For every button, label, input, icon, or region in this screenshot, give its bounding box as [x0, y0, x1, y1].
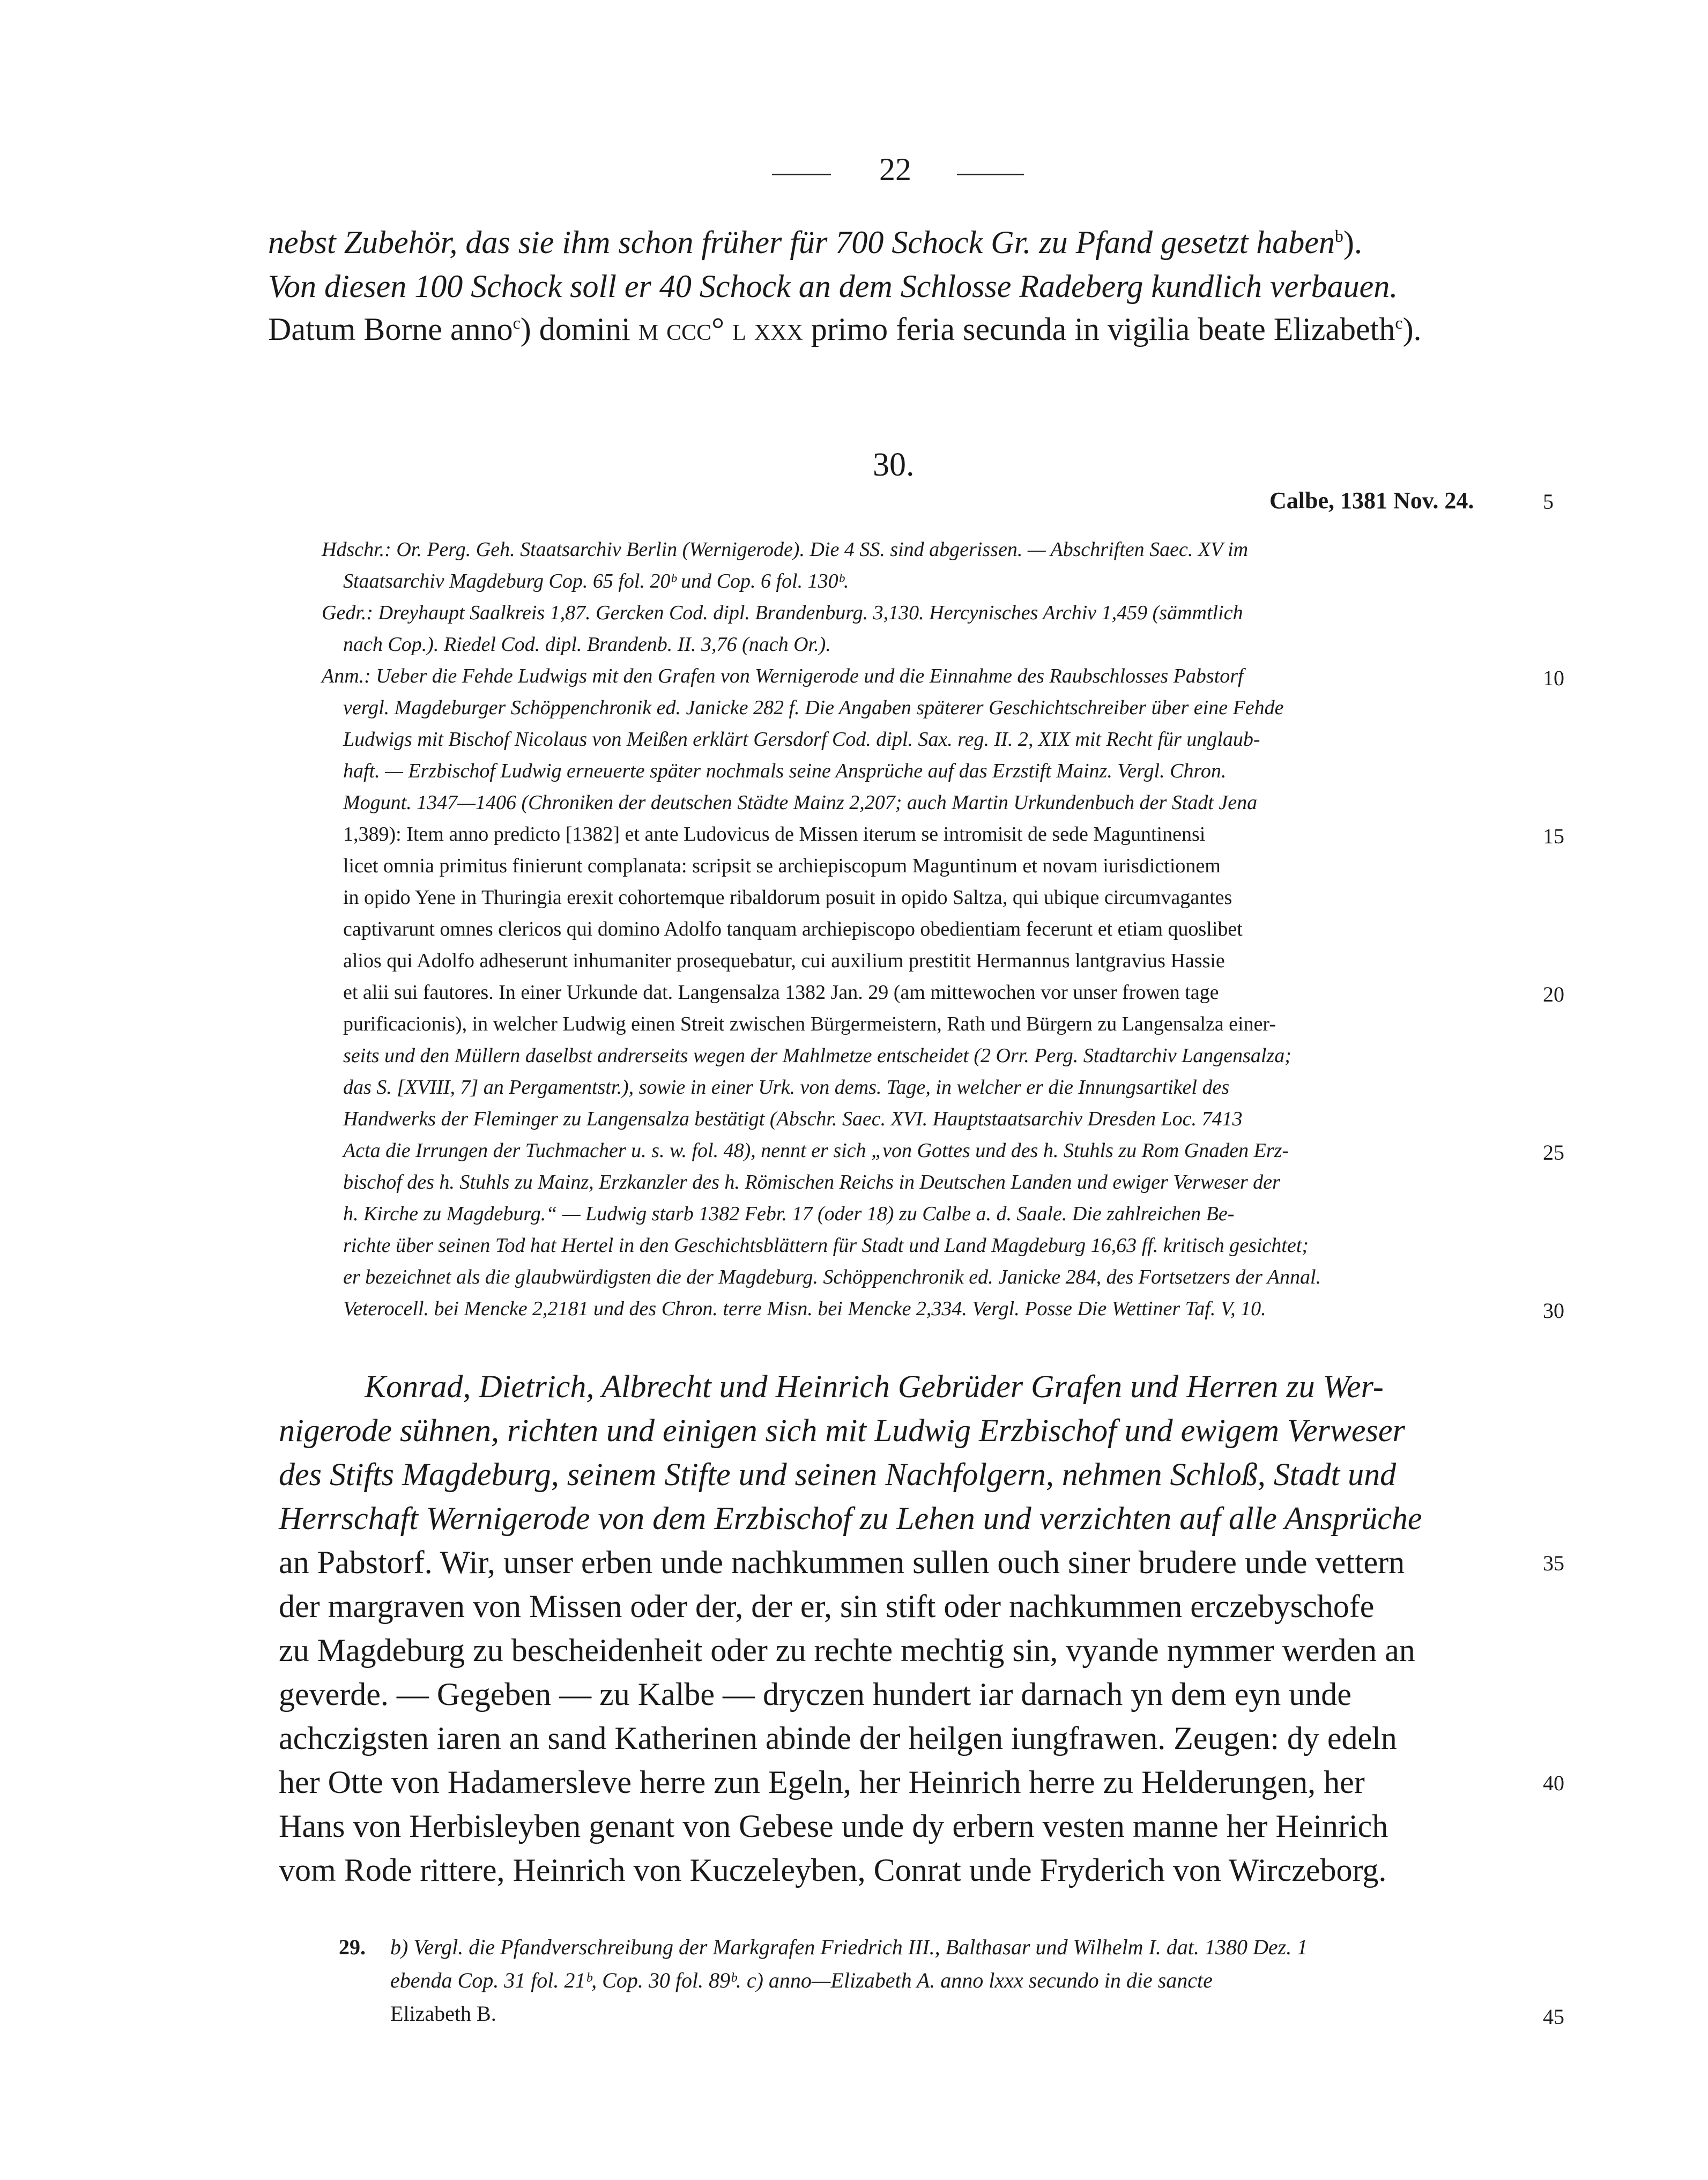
- apparatus-line-24: er bezeichnet als die glaubwürdigsten die der Magdeburg. Schöppenchronik ed. Janicke 284, des Fortsetzers der Annal.: [343, 1266, 1321, 1288]
- line-number-5: 5: [1543, 490, 1554, 514]
- line-number-25: 25: [1543, 1140, 1564, 1165]
- dating-formula-d: ).: [1402, 312, 1422, 347]
- apparatus-line-4: nach Cop.). Riedel Cod. dipl. Brandenb. II. 3,76 (nach Or.).: [343, 633, 831, 656]
- dating-formula-b: ) domini: [520, 312, 638, 347]
- apparatus-line-11: licet omnia primitus finierunt complanata: scripsit se archiepiscopum Maguntinum et novam iurisdictionem: [343, 855, 1221, 877]
- line-number-20: 20: [1543, 982, 1564, 1006]
- body-line-7: zu Magdeburg zu bescheidenheit oder zu rechte mechtig sin, vyande nymmer werden an: [279, 1633, 1415, 1668]
- body-line-1: Konrad, Dietrich, Albrecht und Heinrich Gebrüder Grafen und Herren zu Wer-: [365, 1369, 1384, 1404]
- line-number-35: 35: [1543, 1551, 1564, 1575]
- footnote-marker-c2: c: [1395, 313, 1403, 332]
- place-date: Calbe, 1381 Nov. 24.: [1269, 487, 1474, 514]
- body-line-4: Herrschaft Wernigerode von dem Erzbischof zu Lehen und verzichten auf alle Ansprüche: [279, 1501, 1422, 1536]
- apparatus-line-9: Mogunt. 1347—1406 (Chroniken der deutschen Städte Mainz 2,207; auch Martin Urkundenbuch der Stadt Jena: [343, 791, 1258, 814]
- apparatus-line-16: purificacionis), in welcher Ludwig einen Streit zwischen Bürgermeistern, Rath und Bürgern zu Langensalza einer-: [343, 1013, 1276, 1035]
- footnote-marker-c1: c: [513, 313, 521, 332]
- apparatus-line-10: 1,389): Item anno predicto [1382] et ante Ludovicus de Missen iterum se intromisit de sede Maguntinensi: [343, 823, 1206, 846]
- body-line-9: achczigsten iaren an sand Katherinen abinde der heilgen iungfrawen. Zeugen: dy edeln: [279, 1721, 1397, 1756]
- apparatus-line-18: das S. [XVIII, 7] an Pergamentstr.), sowie in einer Urk. von dems. Tage, in welcher er die Innungsartikel des: [343, 1076, 1230, 1099]
- apparatus-line-20: Acta die Irrungen der Tuchmacher u. s. w. fol. 48), nennt er sich „von Gottes und des h. Stuhls zu Rom Gnaden Erz-: [343, 1139, 1289, 1162]
- continued-line-2: Von diesen 100 Schock soll er 40 Schock an dem Schlosse Radeberg kundlich verbauen.: [268, 269, 1398, 304]
- body-line-3: des Stifts Magdeburg, seinem Stifte und seinen Nachfolgern, nehmen Schloß, Stadt und: [279, 1457, 1397, 1492]
- apparatus-line-14: alios qui Adolfo adheserunt inhumaniter prosequebatur, cui auxilium prestitit Hermannus lantgravius Hassie: [343, 950, 1225, 972]
- apparatus-line-25: Veterocell. bei Mencke 2,2181 und des Chron. terre Misn. bei Mencke 2,334. Vergl. Posse Die Wettiner Taf. V, 10.: [343, 1297, 1266, 1320]
- body-line-2: nigerode sühnen, richten und einigen sich mit Ludwig Erzbischof und ewigem Verweser: [279, 1413, 1405, 1448]
- apparatus-line-12: in opido Yene in Thuringia erexit cohortemque ribaldorum posuit in opido Saltza, qui ubique circumvagantes: [343, 886, 1232, 909]
- body-line-8: geverde. — Gegeben — zu Kalbe — dryczen hundert iar darnach yn dem eyn unde: [279, 1677, 1351, 1712]
- continued-line-1-end: ).: [1343, 225, 1362, 260]
- line-number-45: 45: [1543, 2005, 1564, 2029]
- footnote-line-3: Elizabeth B.: [390, 2001, 496, 2026]
- apparatus-line-17: seits und den Müllern daselbst andrerseits wegen der Mahlmetze entscheidet (2 Orr. Perg. Stadtarchiv Langensalza;: [343, 1044, 1291, 1067]
- document-number: 30.: [873, 447, 915, 483]
- line-number-10: 10: [1543, 666, 1564, 690]
- roman-date: m ccc° l xxx: [638, 312, 803, 347]
- footnote-ref: 29.: [339, 1935, 366, 1959]
- body-line-10: her Otte von Hadamersleve herre zun Egeln, her Heinrich herre zu Helderungen, her: [279, 1764, 1365, 1800]
- line-number-15: 15: [1543, 824, 1564, 848]
- apparatus-line-8: haft. — Erzbischof Ludwig erneuerte später nochmals seine Ansprüche auf das Erzstift Mainz. Vergl. Chron.: [343, 760, 1227, 782]
- header-rule-right: [957, 174, 1024, 175]
- footnote-line-1: b) Vergl. die Pfandverschreibung der Markgrafen Friedrich III., Balthasar und Wilhelm I. dat. 1380 Dez. 1: [390, 1935, 1308, 1959]
- apparatus-line-5: Anm.: Ueber die Fehde Ludwigs mit den Grafen von Wernigerode und die Einnahme des Raubschlosses Pabstorf: [322, 665, 1244, 687]
- apparatus-line-13: captivarunt omnes clericos qui domino Adolfo tanquam archiepiscopo obedientiam fecerunt et etiam quoslibet: [343, 918, 1243, 940]
- apparatus-line-15: et alii sui fautores. In einer Urkunde dat. Langensalza 1382 Jan. 29 (am mittewochen vor unser frowen tage: [343, 981, 1219, 1004]
- footnote-line-2: ebenda Cop. 31 fol. 21ᵇ, Cop. 30 fol. 89ᵇ. c) anno—Elizabeth A. anno lxxx secundo in die sancte: [390, 1968, 1213, 1992]
- dating-formula-a: Datum Borne anno: [268, 312, 513, 347]
- line-number-30: 30: [1543, 1299, 1564, 1323]
- apparatus-line-19: Handwerks der Fleminger zu Langensalza bestätigt (Abschr. Saec. XVI. Hauptstaatsarchiv Dresden Loc. 7413: [343, 1108, 1243, 1130]
- continued-line-1-text: nebst Zubehör, das sie ihm schon früher für 700 Schock Gr. zu Pfand gesetzt haben: [268, 225, 1335, 260]
- footnote-marker-b: b: [1334, 226, 1343, 246]
- dating-formula-c: primo feria secunda in vigilia beate Elizabeth: [803, 312, 1395, 347]
- apparatus-line-21: bischof des h. Stuhls zu Mainz, Erzkanzler des h. Römischen Reichs in Deutschen Landen und ewiger Verweser der: [343, 1171, 1280, 1193]
- apparatus-line-2: Staatsarchiv Magdeburg Cop. 65 fol. 20ᵇ und Cop. 6 fol. 130ᵇ.: [343, 570, 849, 592]
- apparatus-line-22: h. Kirche zu Magdeburg.“ — Ludwig starb 1382 Febr. 17 (oder 18) zu Calbe a. d. Saale. Die zahlreichen Be-: [343, 1203, 1235, 1225]
- body-line-11: Hans von Herbisleyben genant von Gebese unde dy erbern vesten manne her Heinrich: [279, 1808, 1388, 1844]
- body-line-12: vom Rode rittere, Heinrich von Kuczeleyben, Conrat unde Fryderich von Wirczeborg.: [279, 1852, 1387, 1888]
- page-number: 22: [879, 152, 911, 187]
- line-number-40: 40: [1543, 1771, 1564, 1795]
- body-line-6: der margraven von Missen oder der, der er, sin stift oder nachkummen erczebyschofe: [279, 1589, 1375, 1624]
- apparatus-line-1: Hdschr.: Or. Perg. Geh. Staatsarchiv Berlin (Wernigerode). Die 4 SS. sind abgerissen. — Abschriften Saec. XV im: [322, 538, 1249, 561]
- apparatus-line-23: richte über seinen Tod hat Hertel in den Geschichtsblättern für Stadt und Land Magdeburg 16,63 ff. kritisch gesichtet;: [343, 1234, 1309, 1257]
- continued-line-1: [268, 224, 1362, 261]
- apparatus-line-7: Ludwigs mit Bischof Nicolaus von Meißen erklärt Gersdorf Cod. dipl. Sax. reg. II. 2, XIX mit Recht für unglaub-: [343, 728, 1260, 751]
- body-line-5: an Pabstorf. Wir, unser erben unde nachkummen sullen ouch siner brudere unde vettern: [279, 1545, 1405, 1580]
- continued-line-3: [268, 311, 1422, 348]
- apparatus-line-6: vergl. Magdeburger Schöppenchronik ed. Janicke 282 f. Die Angaben späterer Geschichtschreiber über eine Fehde: [343, 696, 1284, 719]
- apparatus-line-3: Gedr.: Dreyhaupt Saalkreis 1,87. Gercken Cod. dipl. Brandenburg. 3,130. Hercynisches Archiv 1,459 (sämmtlich: [322, 602, 1243, 624]
- header-rule-left: [772, 174, 831, 175]
